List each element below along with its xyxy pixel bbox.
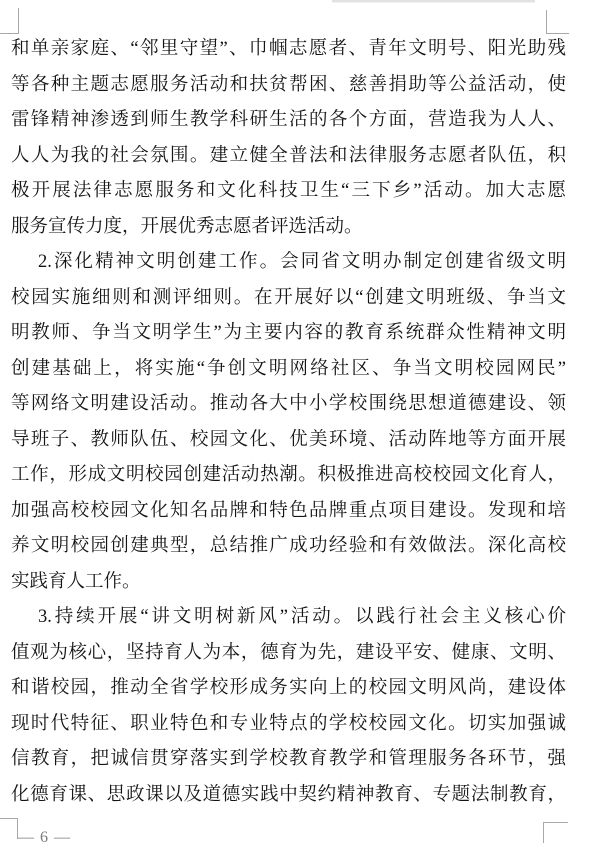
text-line: 加强高校校园文化知名品牌和特色品牌重点项目建设。发现和培 — [11, 500, 566, 521]
text-line: 服务宣传力度，开展优秀志愿者评选活动。 — [11, 216, 363, 237]
text-line: 导班子、教师队伍、校园文化、优美环境、活动阵地等方面开展 — [11, 429, 566, 450]
text-line: 和谐校园，推动全省学校形成务实向上的校园文明风尚，建设体 — [11, 678, 566, 698]
text-line: 值观为核心，坚持育人为本，德育为先，建设平安、健康、文明、 — [11, 642, 566, 663]
top-edge-cutoff-line — [332, 0, 535, 3]
text-line: 现时代特征、职业特色和专业特点的学校校园文化。切实加强诚 — [11, 713, 566, 734]
text-line: 2.深化精神文明创建工作。会同省文明办制定创建省级文明 — [38, 252, 566, 272]
text-line: 明教师、争当文明学生”为主要内容的教育系统群众性精神文明 — [11, 323, 566, 343]
text-line: 养文明校园创建典型，总结推广成功经验和有效做法。深化高校 — [11, 536, 566, 556]
text-line: 3.持续开展“讲文明树新风”活动。以践行社会主义核心价 — [38, 607, 566, 627]
crop-mark-bottom-right — [543, 822, 568, 843]
text-line: 雷锋精神渗透到师生教学科研生活的各个方面，营造我为人人、 — [11, 110, 566, 130]
text-line: 等各种主题志愿服务活动和扶贫帮困、慈善捐助等公益活动，使 — [11, 74, 566, 95]
text-line: 信教育，把诚信贯穿落实到学校教育教学和管理服务各环节，强 — [11, 749, 566, 769]
text-line: 创建基础上，将实施“争创文明网络社区、争当文明校园网民” — [11, 358, 566, 379]
text-line: 人人为我的社会氛围。建立健全普法和法律服务志愿者队伍，积 — [11, 145, 566, 166]
text-line: 化德育课、思政课以及道德实践中契约精神教育、专题法制教育， — [11, 784, 566, 805]
text-line: 极开展法律志愿服务和文化科技卫生“三下乡”活动。加大志愿 — [11, 181, 566, 201]
text-line: 工作，形成文明校园创建活动热潮。积极推进高校校园文化育人， — [11, 465, 566, 485]
crop-mark-bottom-left — [0, 818, 18, 839]
page-number: — 6 — — [18, 829, 71, 846]
crop-mark-top-right — [546, 10, 569, 34]
text-line: 和单亲家庭、“邻里守望”、巾帼志愿者、青年文明号、阳光助残 — [11, 39, 566, 59]
text-line: 等网络文明建设活动。推动各大中小学校围绕思想道德建设、领 — [11, 394, 566, 414]
crop-mark-top-left — [0, 8, 19, 34]
text-line: 校园实施细则和测评细则。在开展好以“创建文明班级、争当文 — [11, 287, 566, 308]
text-line: 实践育人工作。 — [11, 571, 141, 592]
document-body — [11, 32, 566, 813]
